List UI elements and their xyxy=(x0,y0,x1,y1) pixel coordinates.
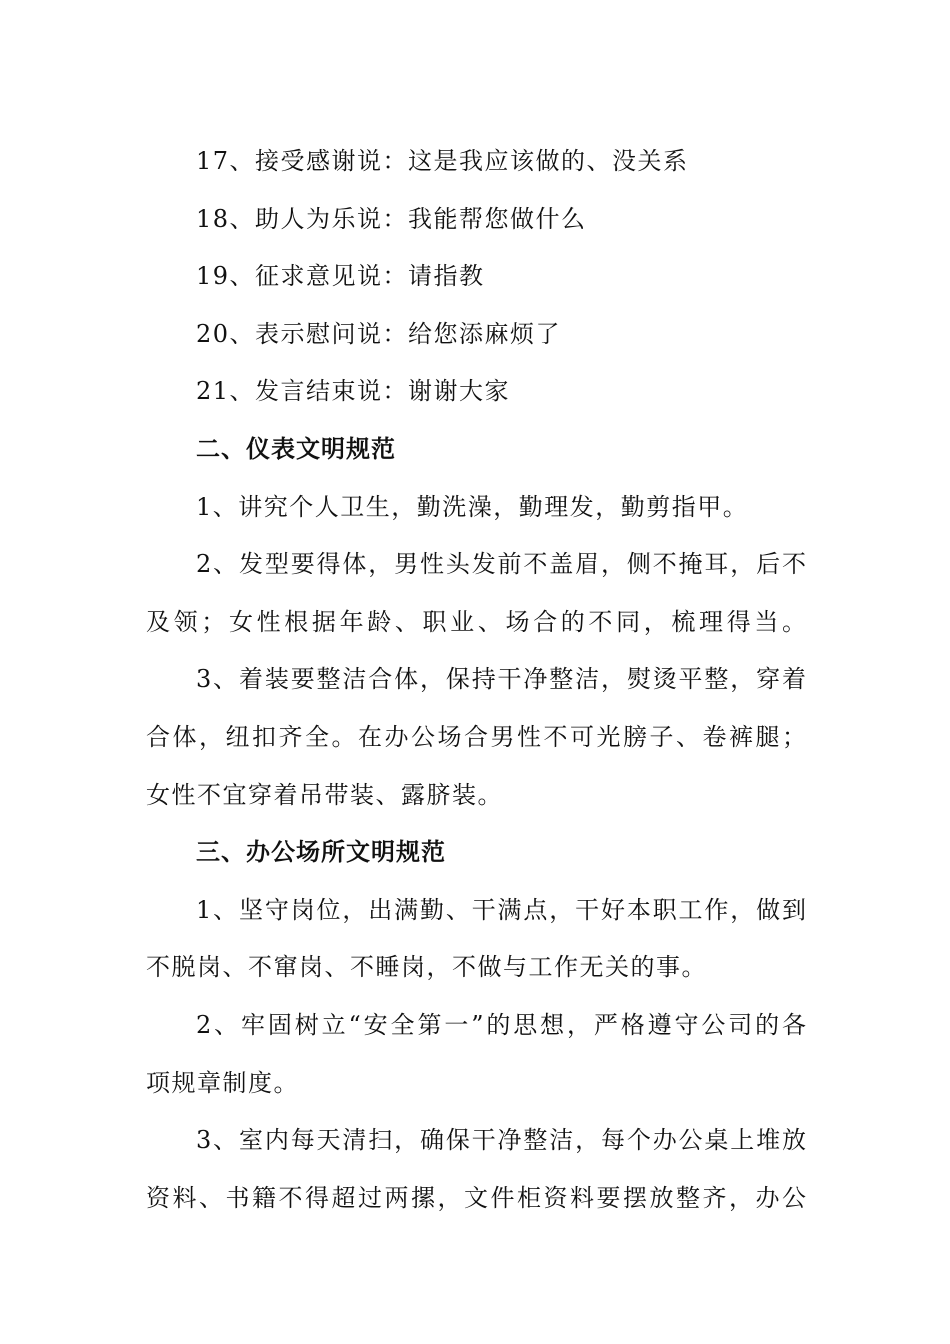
text-line: 17、接受感谢说：这是我应该做的、没关系 xyxy=(196,147,689,175)
text-line: 合体，纽扣齐全。在办公场合男性不可光膀子、卷裤腿； xyxy=(146,722,806,751)
text-line: 1、讲究个人卫生，勤洗澡，勤理发，勤剪指甲。 xyxy=(196,492,749,521)
text-line: 项规章制度。 xyxy=(146,1068,299,1097)
text-line: 3、着装要整洁合体，保持干净整洁，熨烫平整，穿着 xyxy=(196,665,806,694)
text-line: 18、助人为乐说：我能帮您做什么 xyxy=(196,204,587,233)
text-line: 2、牢固树立“安全第一”的思想，严格遵守公司的各 xyxy=(196,1010,806,1039)
text-line: 资料、书籍不得超过两摞，文件柜资料要摆放整齐，办公 xyxy=(146,1183,806,1212)
text-line: 1、坚守岗位，出满勤、干满点，干好本职工作，做到 xyxy=(196,895,806,924)
text-line: 2、发型要得体，男性头发前不盖眉，侧不掩耳，后不 xyxy=(196,550,806,579)
text-line: 及领；女性根据年龄、职业、场合的不同，梳理得当。 xyxy=(146,607,806,636)
document-body xyxy=(146,133,806,1227)
section-heading: 二、仪表文明规范 xyxy=(196,434,396,463)
section-heading: 三、办公场所文明规范 xyxy=(196,838,446,867)
text-line: 21、发言结束说：谢谢大家 xyxy=(196,377,511,406)
text-line: 20、表示慰问说：给您添麻烦了 xyxy=(196,319,562,348)
text-line: 3、室内每天清扫，确保干净整洁，每个办公桌上堆放 xyxy=(196,1126,806,1155)
text-line: 女性不宜穿着吊带装、露脐装。 xyxy=(146,780,503,809)
text-line: 不脱岗、不窜岗、不睡岗，不做与工作无关的事。 xyxy=(146,953,707,982)
text-line: 19、征求意见说：请指教 xyxy=(196,262,485,291)
